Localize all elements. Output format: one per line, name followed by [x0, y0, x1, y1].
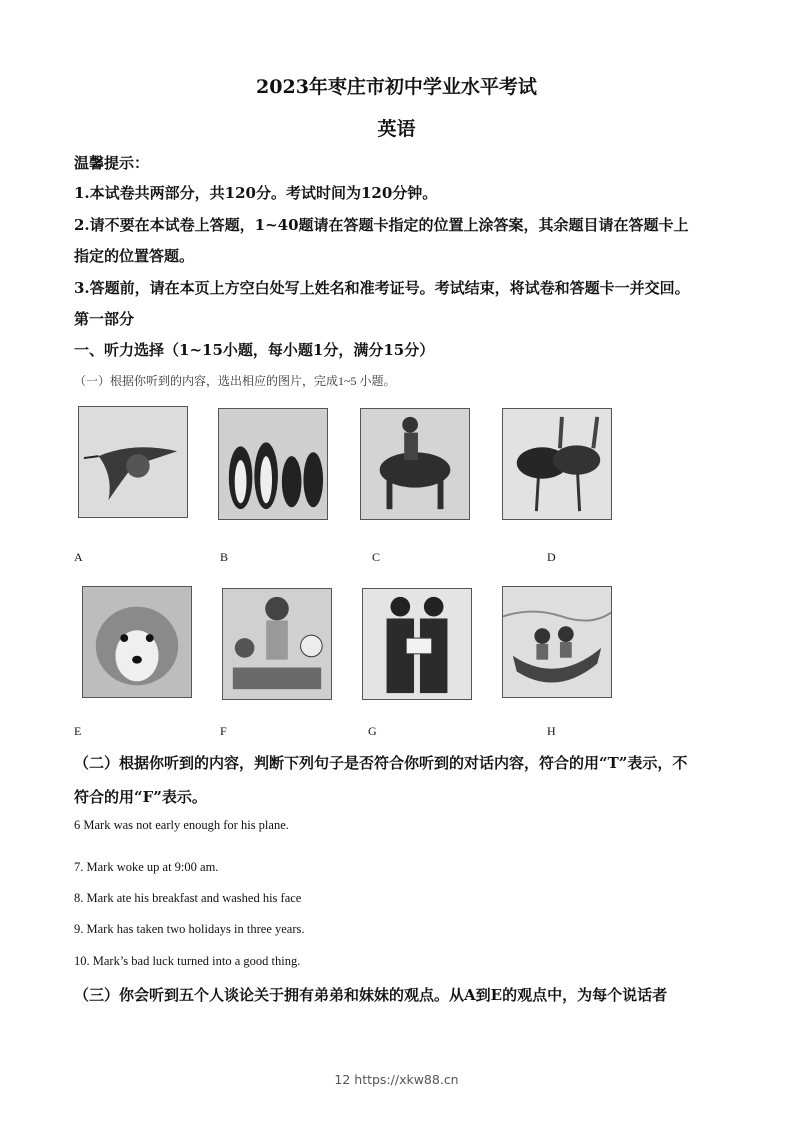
picture-e: [82, 586, 192, 698]
statement-item: 9. Mark has taken two holidays in three years.: [74, 922, 305, 936]
ostriches-photo-icon: [503, 409, 611, 519]
horse-rider-photo-icon: [361, 409, 469, 519]
part-title: 第一部分: [74, 310, 135, 328]
picture-g: [362, 588, 472, 700]
penguins-photo-icon: [219, 409, 327, 519]
picture-label-e: E: [74, 724, 82, 738]
notice-item: 3.答题前，请在本页上方空白处写上姓名和准考证号。考试结束，将试卷和答题卡一并交回。: [74, 279, 690, 297]
statement-item: 10. Mark’s bad luck turned into a good thing.: [74, 954, 301, 968]
picture-label-g: G: [368, 724, 377, 738]
picture-h: [502, 586, 612, 698]
picture-f: [222, 588, 332, 700]
sub2-instruction: 符合的用“F”表示。: [74, 788, 207, 806]
sub2-instruction: （二）根据你听到的内容，判断下列句子是否符合你听到的对话内容，符合的用“T”表示，不: [74, 754, 688, 772]
picture-b: [218, 408, 328, 520]
subject-title: 英语: [377, 118, 416, 140]
picture-label-d: D: [547, 550, 556, 564]
picture-label-h: H: [547, 724, 556, 738]
picture-label-f: F: [220, 724, 227, 738]
sub3-instruction: （三）你会听到五个人谈论关于拥有弟弟和妹妹的观点。从A到E的观点中，为每个说话者: [74, 986, 668, 1004]
notice-item: 指定的位置答题。: [74, 247, 195, 265]
exam-title: 2023年枣庄市初中学业水平考试: [256, 76, 537, 98]
sub1-instruction: （一）根据你听到的内容，选出相应的图片，完成1~5 小题。: [74, 374, 396, 388]
notice-item: 2.请不要在本试卷上答题，1~40题请在答题卡指定的位置上涂答案，其余题目请在答题卡上: [74, 216, 689, 234]
page-footer: 12 https://xkw88.cn: [334, 1072, 459, 1087]
statement-item: 6 Mark was not early enough for his plane.: [74, 818, 289, 832]
picture-label-b: B: [220, 550, 229, 564]
picture-c: [360, 408, 470, 520]
two-men-reading-photo-icon: [363, 589, 471, 699]
notice-heading: 温馨提示：: [74, 154, 150, 172]
dog-photo-icon: [83, 587, 191, 697]
picture-d: [502, 408, 612, 520]
hummingbird-photo-icon: [79, 407, 187, 517]
family-photo-icon: [223, 589, 331, 699]
statement-item: 7. Mark woke up at 9:00 am.: [74, 860, 219, 874]
notice-item: 1.本试卷共两部分，共120分。考试时间为120分钟。: [74, 184, 438, 202]
picture-label-a: A: [74, 550, 83, 564]
statement-item: 8. Mark ate his breakfast and washed his face: [74, 891, 302, 905]
boat-trip-photo-icon: [503, 587, 611, 697]
picture-label-c: C: [372, 550, 381, 564]
section-title: 一、听力选择（1~15小题，每小题1分，满分15分）: [74, 341, 435, 359]
picture-a: [78, 406, 188, 518]
